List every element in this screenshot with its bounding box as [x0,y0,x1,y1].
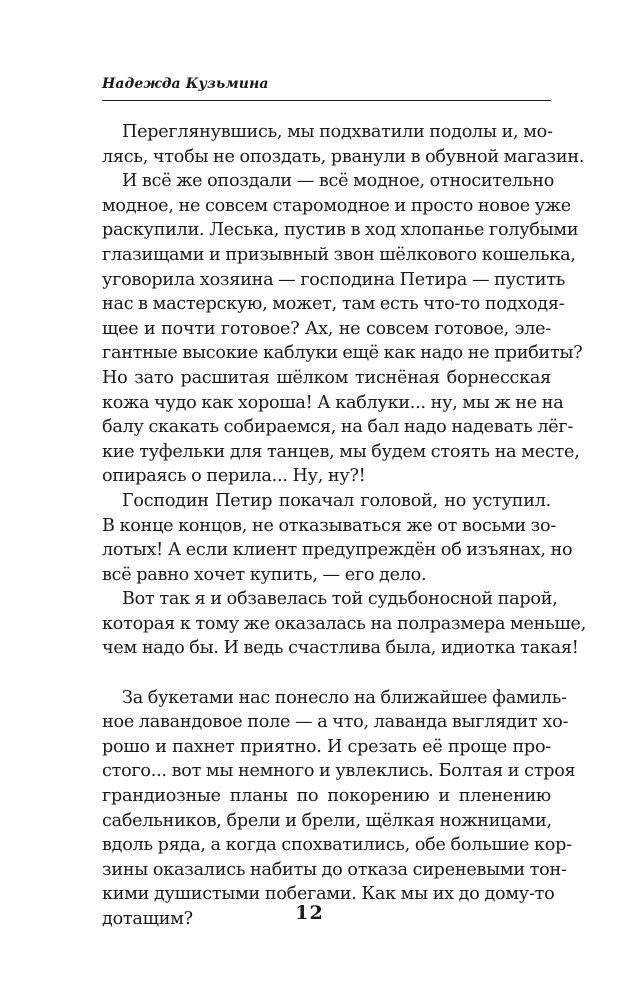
text-line: которая к тому же оказалась на полразмера меньше, [102,613,587,634]
text-line: лотых! А если клиент предупреждён об изъянах, но [102,540,573,561]
text-line: модное, не совсем старомодное и просто новое уже [102,195,571,216]
text-line: сабельников, брели и брели, щёлкая ножницами, [102,810,552,831]
text-line: гантные высокие каблуки ещё как надо не прибиты? [102,343,583,364]
text-line: Вот так я и обзавелась той судьбоносной парой, [122,589,558,610]
text-line: щее и почти готовое? Ах, не совсем готовое, эле- [102,318,551,339]
text-line: И всё же опоздали — всё модное, относительно [122,171,555,192]
text-line: В конце концов, не отказываться же от восьми зо- [102,515,557,536]
text-line: Но зато расшитая шёлком тиснёная борнесская [102,367,551,388]
text-line: уговорила хозяина — господина Петира — пустить [102,269,566,290]
text-line: глазищами и призывный звон шёлкового кошелька, [102,244,576,265]
running-head [102,74,551,101]
text-line: ное лавандовое поле — а что, лаванда выглядит хо- [102,712,569,733]
page-number: 12 [295,902,324,924]
text-line: дотащим? [102,909,193,929]
section-break [102,661,551,686]
author-name: Надежда Кузьмина [102,76,269,92]
text-line: раскупили. Леська, пустив в ход хлопанье голубыми [102,220,579,241]
text-line: балу скакать собираемся, на бал надо надевать лёг- [102,417,574,438]
text-line: вдоль ряда, а когда спохватились, обе большие кор- [102,835,572,856]
text-line: кими душистыми побегами. Как мы их до дому-то [102,884,555,905]
text-line: кожа чудо как хороша! А каблуки... ну, мы ж не на [102,392,564,413]
text-line: Переглянувшись, мы подхватили подолы и, мо- [122,122,553,142]
text-line: всё равно хочет купить, — его дело. [102,564,427,585]
body-text [102,120,587,932]
text-line: лясь, чтобы не опоздать, рванули в обувной магазин. [102,146,585,167]
text-line: опираясь о перила... Ну, ну?! [102,466,366,487]
text-line: зины оказались набиты до отказа сиреневыми тон- [102,859,567,880]
text-line: грандиозные планы по покорению и пленению [102,786,551,807]
text-line: Господин Петир покачал головой, но уступил. [122,490,551,511]
text-line: нас в мастерскую, может, там есть что-то подходя- [102,294,565,315]
text-line: чем надо бы. И ведь счастлива была, идиотка такая! [102,638,579,659]
text-line: стого... вот мы немного и увлеклись. Болтая и строя [102,761,576,782]
text-line: кие туфельки для танцев, мы будем стоять на месте, [102,441,580,462]
text-line: рошо и пахнет приятно. И срезать её проще про- [102,736,551,757]
text-line: За букетами нас понесло на ближайшее фамиль- [122,687,567,708]
